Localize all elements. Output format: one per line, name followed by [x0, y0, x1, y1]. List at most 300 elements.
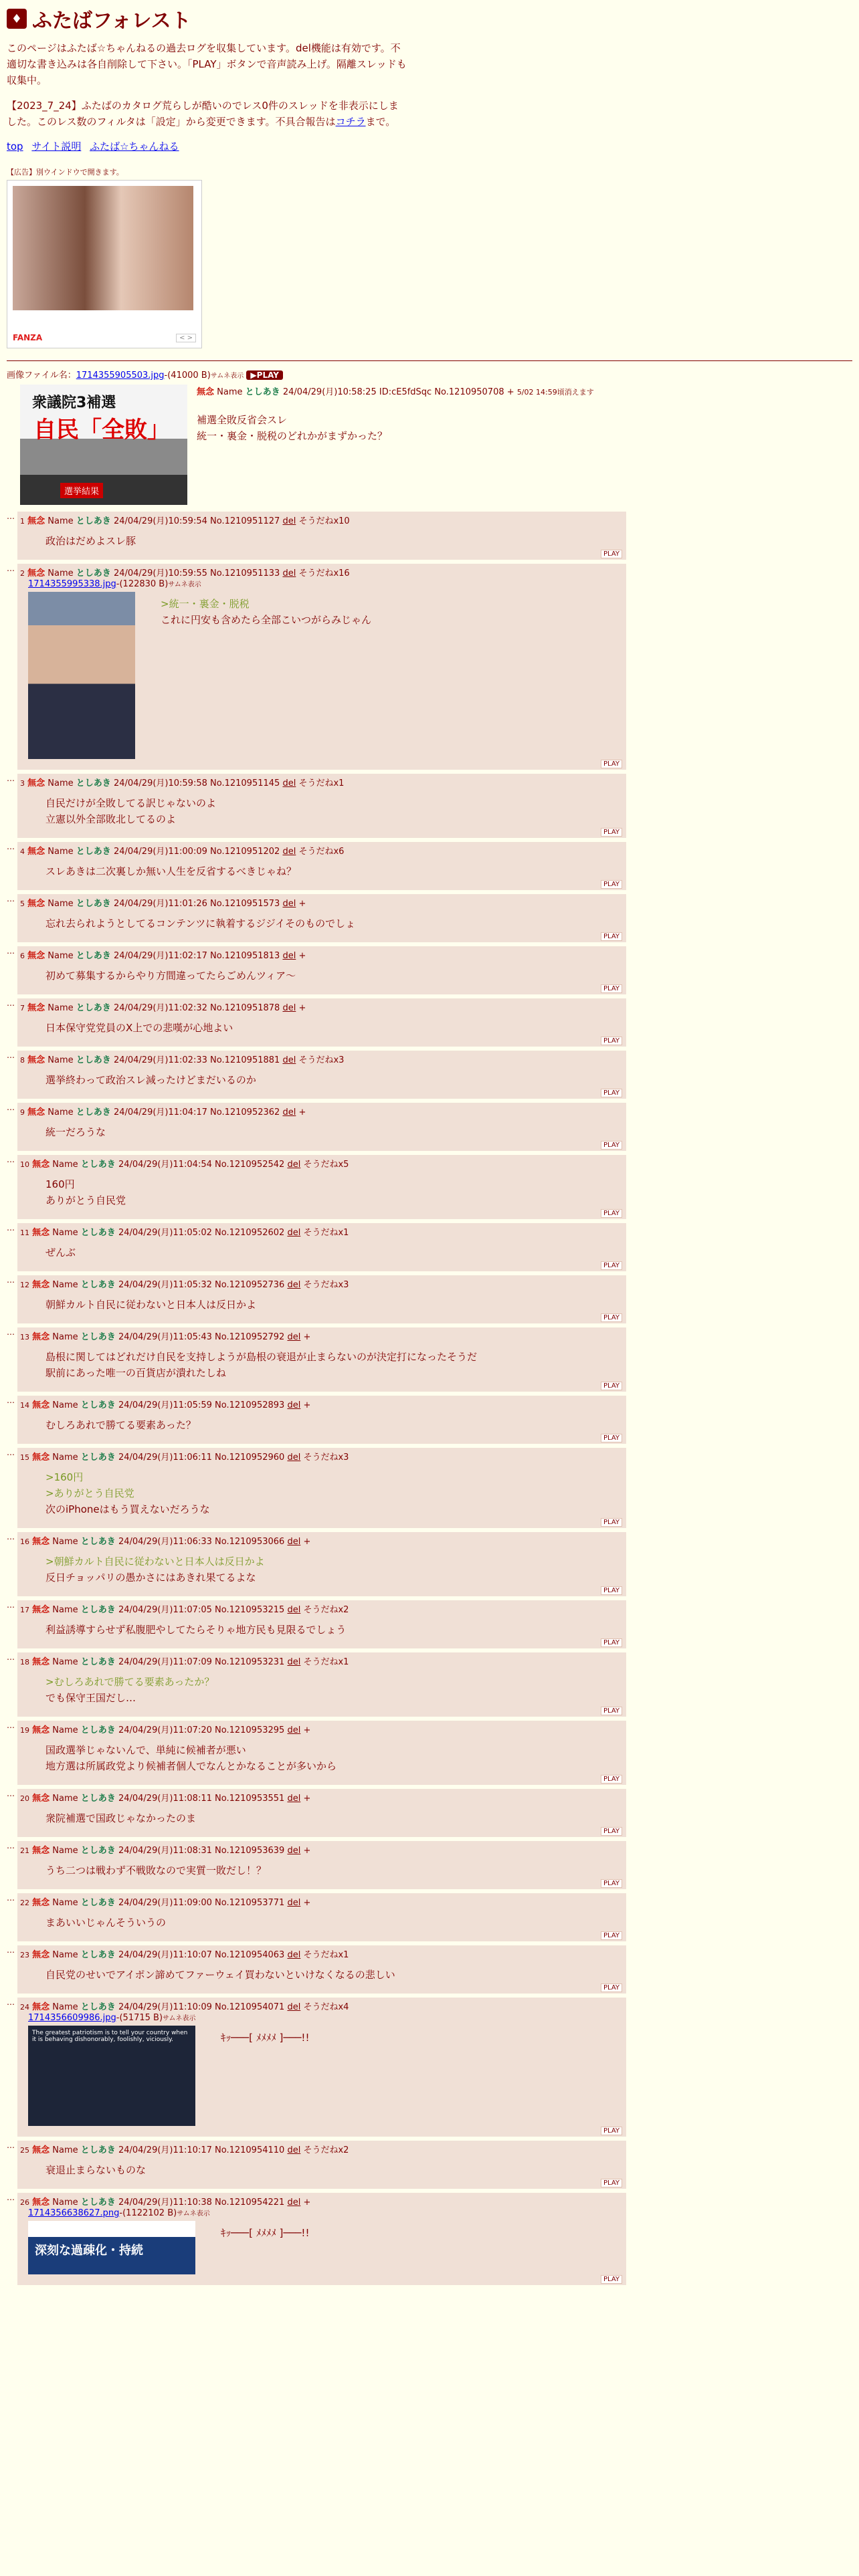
- play-button[interactable]: PLAY: [601, 1313, 622, 1322]
- reply-body: [45, 1967, 621, 1983]
- sodane-button[interactable]: +: [303, 1400, 311, 1410]
- reply-name: としあき: [80, 1280, 116, 1290]
- reply-file-row: [20, 2218, 621, 2274]
- del-link[interactable]: del: [282, 1003, 296, 1013]
- reply-name: としあき: [80, 1657, 116, 1667]
- reply-dots: …: [7, 1532, 15, 1541]
- reply-body: [161, 596, 371, 759]
- reply: [7, 1223, 852, 1271]
- reply-number: 5: [20, 899, 25, 908]
- reply-name-label: Name: [52, 1160, 78, 1170]
- reply-body-line: >むしろあれで勝てる要素あったか？: [45, 1676, 215, 1688]
- del-link[interactable]: del: [287, 1657, 301, 1667]
- reply-meta: [20, 1329, 621, 1342]
- op-post: [7, 385, 852, 505]
- reply-dots: …: [7, 842, 15, 851]
- op-file-info: -(41000 B): [164, 370, 211, 381]
- play-button[interactable]: PLAY: [601, 1261, 622, 1270]
- reply-meta-text: 24/04/29(月)11:10:09 No.1210954071: [118, 2002, 285, 2012]
- op-body-line: 補選全敗反省会スレ: [197, 414, 288, 426]
- reply-subject: 無念: [32, 1605, 50, 1615]
- reply-name: としあき: [80, 1537, 116, 1547]
- reply-name-label: Name: [52, 1537, 78, 1547]
- thumb-line3: 選挙結果: [60, 483, 103, 498]
- sodane-button[interactable]: そうだねx1: [303, 1657, 349, 1667]
- reply-body-line: >ありがとう自民党: [45, 1487, 134, 1499]
- del-link[interactable]: del: [282, 568, 296, 578]
- reply-box: [17, 998, 626, 1047]
- reply-meta-text: 24/04/29(月)11:08:11 No.1210953551: [118, 1794, 285, 1804]
- sodane-button[interactable]: +: [303, 1537, 311, 1547]
- reply-name-label: Name: [47, 899, 74, 909]
- reply-dots: …: [7, 894, 15, 903]
- reply-body: [45, 1020, 621, 1036]
- sodane-button[interactable]: そうだねx1: [298, 778, 345, 788]
- reply-name-label: Name: [52, 1950, 78, 1960]
- sodane-button[interactable]: +: [303, 1898, 311, 1908]
- reply-dots: …: [7, 2193, 15, 2202]
- reply-meta-text: 24/04/29(月)11:02:17 No.1210951813: [113, 951, 280, 961]
- reply-meta: [20, 896, 621, 909]
- reply-body: [45, 1245, 621, 1261]
- reply-body-line: 利益誘導すらせず私腹肥やしてたらそりゃ地方民も見限るでしょう: [45, 1624, 347, 1636]
- reply-body: [45, 1349, 621, 1381]
- reply-number: 23: [20, 1951, 29, 1959]
- reply-name-label: Name: [52, 2145, 78, 2155]
- del-link[interactable]: del: [287, 1846, 301, 1856]
- reply: [7, 1275, 852, 1323]
- reply-dots: …: [7, 1327, 15, 1337]
- play-button[interactable]: PLAY: [601, 1983, 622, 1992]
- reply-meta: [20, 1947, 621, 1960]
- del-link[interactable]: del: [287, 2145, 301, 2155]
- reply-dots: …: [7, 2141, 15, 2150]
- reply-body: [45, 863, 621, 879]
- reply: [7, 1327, 852, 1392]
- reply-name: としあき: [80, 1725, 116, 1735]
- reply-box: [17, 1448, 626, 1528]
- play-button[interactable]: PLAY: [601, 1141, 622, 1150]
- reply-box: [17, 1155, 626, 1219]
- reply-meta: [20, 1534, 621, 1547]
- reply-name: としあき: [76, 568, 111, 578]
- reply-meta: [20, 1895, 621, 1908]
- reply-subject: 無念: [32, 1160, 50, 1170]
- reply-body-line: ｷｯ───[ ﾒﾒﾒﾒ ]───!!: [221, 2227, 310, 2239]
- reply-file-info: -(51715 B): [116, 2013, 163, 2023]
- reply-body-line: 日本保守党党員のX上での悲嘆が心地よい: [45, 1022, 233, 1034]
- del-link[interactable]: del: [282, 778, 296, 788]
- del-link[interactable]: del: [287, 1725, 301, 1735]
- reply-name: としあき: [80, 1950, 116, 1960]
- play-button[interactable]: PLAY: [601, 1518, 622, 1527]
- thumb-note: サムネ表示: [177, 2210, 210, 2218]
- reply-dots: …: [7, 1893, 15, 1903]
- reply-name-label: Name: [52, 1725, 78, 1735]
- reply-list: [7, 512, 852, 2285]
- del-link[interactable]: del: [282, 847, 296, 857]
- intro-text: このページはふたば☆ちゃんねるの過去ログを収集しています。del機能は有効です。不適切な書き込みは各自削除して下さい。「PLAY」ボタンで音声読み上げ。隔離スレッドも収集中。: [7, 42, 407, 86]
- reply-number: 21: [20, 1846, 29, 1855]
- reply-meta: [20, 948, 621, 961]
- reply-body: [45, 1553, 621, 1586]
- del-link[interactable]: del: [282, 1107, 296, 1117]
- reply-meta-text: 24/04/29(月)11:05:32 No.1210952736: [118, 1280, 285, 1290]
- reply-number: 16: [20, 1537, 29, 1546]
- op-play-button[interactable]: ▶PLAY: [246, 370, 283, 380]
- reply-dots: …: [7, 1155, 15, 1164]
- reply-box: [17, 1841, 626, 1889]
- reply-body: [45, 533, 621, 549]
- reply-dots: …: [7, 564, 15, 573]
- reply-body-line: ｷｯ───[ ﾒﾒﾒﾒ ]───!!: [221, 2032, 310, 2044]
- divider: [7, 360, 852, 361]
- reply-subject: 無念: [32, 1794, 50, 1804]
- reply-meta: [20, 1157, 621, 1170]
- reply-meta: [20, 514, 621, 526]
- reply-subject: 無念: [32, 1453, 50, 1463]
- reply-name: としあき: [80, 1453, 116, 1463]
- reply-name: としあき: [76, 1107, 111, 1117]
- sodane-button[interactable]: +: [298, 1107, 306, 1117]
- play-button[interactable]: PLAY: [601, 1827, 622, 1836]
- ad-image[interactable]: [13, 186, 193, 310]
- del-link[interactable]: del: [282, 516, 296, 526]
- reply-body: [45, 1072, 621, 1088]
- reply-name-label: Name: [47, 951, 74, 961]
- reply-file-line: [28, 2012, 621, 2023]
- reply-meta-text: 24/04/29(月)11:01:26 No.1210951573: [113, 899, 280, 909]
- play-button[interactable]: PLAY: [601, 1089, 622, 1097]
- reply-meta: [20, 1225, 621, 1238]
- sodane-button[interactable]: +: [298, 951, 306, 961]
- play-button[interactable]: PLAY: [601, 2127, 622, 2135]
- sodane-button[interactable]: そうだねx1: [303, 1950, 349, 1960]
- reply-file-line: [28, 2208, 621, 2218]
- reply-subject: 無念: [27, 1003, 45, 1013]
- reply-body-line: うち二つは戦わず不戦敗なので実質一敗だし！？: [45, 1864, 267, 1876]
- reply-meta: [20, 2000, 621, 2012]
- play-button[interactable]: PLAY: [601, 1434, 622, 1442]
- reply-body: [45, 1176, 621, 1208]
- reply-thumbnail[interactable]: [28, 592, 135, 759]
- reply-body-line: スレあきは二次裏しか無い人生を反省するべきじゃね？: [45, 865, 297, 877]
- reply-body: [45, 1124, 621, 1140]
- reply-dots: …: [7, 1275, 15, 1285]
- sodane-button[interactable]: +: [303, 1794, 311, 1804]
- reply-body-line: >統一・裏金・脱税: [161, 598, 250, 610]
- reply-name-label: Name: [47, 778, 74, 788]
- reply-thumbnail[interactable]: 深刻な過疎化・持続: [28, 2221, 195, 2274]
- play-button[interactable]: PLAY: [601, 760, 622, 768]
- sodane-button[interactable]: +: [303, 2197, 311, 2208]
- reply-number: 2: [20, 569, 25, 578]
- reply-name: としあき: [80, 1898, 116, 1908]
- reply: [7, 894, 852, 942]
- reply-meta: [20, 1053, 621, 1065]
- reply-subject: 無念: [32, 1657, 50, 1667]
- reply-file-row: [20, 589, 621, 759]
- reply-box: [17, 894, 626, 942]
- sodane-button[interactable]: そうだねx3: [303, 1280, 349, 1290]
- reply-name-label: Name: [52, 1657, 78, 1667]
- reply-name: としあき: [76, 1055, 111, 1065]
- reply: [7, 1789, 852, 1837]
- reply-body: [45, 1297, 621, 1313]
- ad-nav-buttons[interactable]: < >: [176, 334, 196, 342]
- reply-meta-text: 24/04/29(月)11:08:31 No.1210953639: [118, 1846, 285, 1856]
- reply-box: [17, 946, 626, 994]
- reply-name-label: Name: [52, 1400, 78, 1410]
- link-top[interactable]: top: [7, 140, 23, 152]
- reply-name-label: Name: [47, 847, 74, 857]
- sodane-button[interactable]: +: [298, 899, 306, 909]
- reply-subject: 無念: [27, 847, 45, 857]
- reply-meta: [20, 1398, 621, 1410]
- reply-meta: [20, 1791, 621, 1804]
- reply-number: 18: [20, 1658, 29, 1667]
- play-button[interactable]: PLAY: [601, 1931, 622, 1940]
- reply-box: [17, 1223, 626, 1271]
- op-name: としあき: [245, 387, 280, 397]
- del-link[interactable]: del: [287, 1605, 301, 1615]
- reply-number: 19: [20, 1726, 29, 1735]
- reply-file-info: -(122830 B): [116, 579, 169, 589]
- reply-number: 7: [20, 1004, 25, 1012]
- sodane-button[interactable]: そうだねx1: [303, 1228, 349, 1238]
- reply-body-line: 衰退止まらないものな: [45, 2164, 147, 2176]
- del-link[interactable]: del: [287, 1160, 301, 1170]
- thread-file-line: [7, 368, 852, 381]
- reply-meta-text: 24/04/29(月)10:59:54 No.1210951127: [113, 516, 280, 526]
- reply-meta-text: 24/04/29(月)11:06:33 No.1210953066: [118, 1537, 285, 1547]
- del-link[interactable]: del: [287, 1794, 301, 1804]
- sodane-button[interactable]: そうだねx4: [303, 2002, 349, 2012]
- reply-meta-text: 24/04/29(月)11:07:20 No.1210953295: [118, 1725, 285, 1735]
- reply-name: としあき: [80, 1846, 116, 1856]
- reply-subject: 無念: [32, 1537, 50, 1547]
- reply-body-line: 朝鮮カルト自民に従わないと日本人は反日かよ: [45, 1299, 257, 1311]
- del-link[interactable]: del: [282, 1055, 296, 1065]
- play-button[interactable]: PLAY: [601, 1037, 622, 1045]
- reply-body-line: 自民だけが全敗してる訳じゃないのよ: [45, 797, 217, 809]
- reply-dots: …: [7, 1721, 15, 1730]
- del-link[interactable]: del: [287, 2002, 301, 2012]
- reply-name: としあき: [80, 1605, 116, 1615]
- reply-body-line: 政治はだめよスレ豚: [45, 535, 136, 547]
- reply-subject: 無念: [27, 1107, 45, 1117]
- sodane-button[interactable]: +: [303, 1332, 311, 1342]
- reply-number: 6: [20, 952, 25, 960]
- reply-number: 24: [20, 2003, 29, 2012]
- reply-meta-text: 24/04/29(月)11:05:59 No.1210952893: [118, 1400, 285, 1410]
- play-button[interactable]: PLAY: [601, 1707, 622, 1715]
- reply-body-line: 自民党のせいでアイポン諦めてファーウェイ買わないといけなくなるの悲しい: [45, 1969, 395, 1981]
- reply-number: 25: [20, 2146, 29, 2155]
- reply-meta: [20, 1000, 621, 1013]
- play-button[interactable]: PLAY: [601, 2275, 622, 2284]
- reply-name-label: Name: [52, 1846, 78, 1856]
- op-sodane-button[interactable]: +: [506, 387, 514, 397]
- play-button[interactable]: PLAY: [601, 828, 622, 837]
- reply-box: [17, 2141, 626, 2189]
- del-link[interactable]: del: [287, 1228, 301, 1238]
- ad-banner[interactable]: [7, 180, 202, 348]
- sodane-button[interactable]: そうだねx10: [298, 516, 350, 526]
- reply-meta: [20, 1450, 621, 1463]
- reply-meta-text: 24/04/29(月)11:04:54 No.1210952542: [118, 1160, 285, 1170]
- reply-name: としあき: [76, 899, 111, 909]
- reply-number: 22: [20, 1899, 29, 1907]
- reply-body: [45, 1674, 621, 1706]
- op-expire: 5/02 14:59頃消えます: [516, 388, 594, 397]
- play-button[interactable]: PLAY: [601, 1586, 622, 1595]
- del-link[interactable]: del: [282, 951, 296, 961]
- reply-file-link[interactable]: 1714356638627.png: [28, 2208, 120, 2218]
- del-link[interactable]: del: [282, 899, 296, 909]
- play-button[interactable]: PLAY: [601, 932, 622, 941]
- reply-name-label: Name: [52, 1453, 78, 1463]
- thumb-note: サムネ表示: [168, 581, 201, 588]
- op-meta: [197, 385, 594, 397]
- play-button[interactable]: PLAY: [601, 880, 622, 889]
- play-button[interactable]: PLAY: [601, 1879, 622, 1888]
- play-button[interactable]: PLAY: [601, 1638, 622, 1647]
- ad-label: 【広告】別ウインドウで開きます。: [7, 168, 124, 177]
- sodane-button[interactable]: そうだねx2: [303, 1605, 349, 1615]
- del-link[interactable]: del: [287, 1280, 301, 1290]
- reply-name-label: Name: [52, 1280, 78, 1290]
- reply-box: [17, 1652, 626, 1717]
- sodane-button[interactable]: +: [303, 1725, 311, 1735]
- reply-meta: [20, 2195, 621, 2208]
- reply: [7, 774, 852, 838]
- reply-name-label: Name: [52, 1898, 78, 1908]
- notice-link[interactable]: コチラ: [335, 116, 366, 128]
- reply-body-line: 次のiPhoneはもう買えないだろうな: [45, 1503, 210, 1515]
- play-button[interactable]: PLAY: [601, 1775, 622, 1784]
- reply-body-line: >朝鮮カルト自民に従わないと日本人は反日かよ: [45, 1555, 265, 1568]
- reply-body-line: 駅前にあった唯一の百貨店が潰れたしね: [45, 1367, 226, 1379]
- reply: [7, 1652, 852, 1717]
- reply-name: としあき: [80, 1228, 116, 1238]
- sodane-button[interactable]: そうだねx6: [298, 847, 345, 857]
- reply-number: 14: [20, 1401, 29, 1410]
- thumb-note: サムネ表示: [210, 372, 244, 380]
- reply-name: としあき: [76, 778, 111, 788]
- play-button[interactable]: PLAY: [601, 984, 622, 993]
- reply-name: としあき: [80, 1160, 116, 1170]
- reply-body-line: むしろあれで勝てる要素あった？: [45, 1419, 196, 1431]
- reply-name: としあき: [80, 1332, 116, 1342]
- sodane-button[interactable]: +: [303, 1846, 311, 1856]
- reply-body-line: でも保守王国だし…: [45, 1692, 136, 1704]
- reply-body-line: 国政選挙じゃないんで、単純に候補者が悪い: [45, 1744, 246, 1756]
- reply-meta: [20, 844, 621, 857]
- reply-meta-text: 24/04/29(月)11:04:17 No.1210952362: [113, 1107, 280, 1117]
- play-button[interactable]: PLAY: [601, 550, 622, 558]
- reply-box: [17, 1532, 626, 1596]
- reply-meta-text: 24/04/29(月)11:05:43 No.1210952792: [118, 1332, 285, 1342]
- reply-meta-text: 24/04/29(月)11:10:17 No.1210954110: [118, 2145, 285, 2155]
- reply-body: [45, 1622, 621, 1638]
- reply-meta: [20, 1602, 621, 1615]
- reply-body: [45, 795, 621, 827]
- del-link[interactable]: del: [287, 1537, 301, 1547]
- reply-subject: 無念: [27, 568, 45, 578]
- reply-dots: …: [7, 1051, 15, 1060]
- reply-name: としあき: [80, 1794, 116, 1804]
- sodane-button[interactable]: そうだねx3: [298, 1055, 345, 1065]
- reply: [7, 1532, 852, 1596]
- del-link[interactable]: del: [287, 1898, 301, 1908]
- reply-box: [17, 774, 626, 838]
- reply-meta: [20, 776, 621, 788]
- op-file-link[interactable]: 1714355905503.jpg: [76, 370, 165, 381]
- reply-name: としあき: [80, 2002, 116, 2012]
- reply-number: 4: [20, 847, 25, 856]
- file-label: 画像ファイル名：: [7, 370, 76, 381]
- reply-body: [45, 1742, 621, 1774]
- reply-subject: 無念: [32, 2145, 50, 2155]
- op-body: [197, 412, 594, 444]
- del-link[interactable]: del: [287, 1400, 301, 1410]
- reply-meta: [20, 1105, 621, 1117]
- reply-meta-text: 24/04/29(月)11:00:09 No.1210951202: [113, 847, 280, 857]
- play-button[interactable]: PLAY: [601, 2179, 622, 2187]
- del-link[interactable]: del: [287, 1453, 301, 1463]
- play-button[interactable]: PLAY: [601, 1209, 622, 1218]
- del-link[interactable]: del: [287, 1950, 301, 1960]
- reply-box: [17, 1051, 626, 1099]
- link-futaba[interactable]: ふたば☆ちゃんねる: [90, 140, 179, 152]
- reply-box: [17, 512, 626, 560]
- reply-body-line: 地方選は所属政党より候補者個人でなんとかなることが多いから: [45, 1760, 337, 1772]
- top-links: [7, 139, 852, 153]
- reply-subject: 無念: [32, 1898, 50, 1908]
- reply: [7, 1448, 852, 1528]
- link-site-info[interactable]: サイト説明: [31, 140, 82, 152]
- reply-file-link[interactable]: 1714355995338.jpg: [28, 579, 116, 589]
- sodane-button[interactable]: そうだねx2: [303, 2145, 349, 2155]
- reply-meta-text: 24/04/29(月)11:02:32 No.1210951878: [113, 1003, 280, 1013]
- reply-file-info: -(1122102 B): [119, 2208, 177, 2218]
- reply-body-line: >160円: [45, 1471, 84, 1483]
- reply-body-line: 選挙終わって政治スレ減ったけどまだいるのか: [45, 1074, 256, 1086]
- reply-subject: 無念: [27, 951, 45, 961]
- reply-number: 3: [20, 779, 25, 788]
- sodane-button[interactable]: そうだねx5: [303, 1160, 349, 1170]
- reply-body-line: 160円: [45, 1178, 75, 1190]
- op-thumbnail[interactable]: [20, 385, 187, 505]
- reply-file-link[interactable]: 1714356609986.jpg: [28, 2013, 116, 2023]
- del-link[interactable]: del: [287, 1332, 301, 1342]
- reply-number: 26: [20, 2198, 29, 2207]
- sodane-button[interactable]: そうだねx3: [303, 1453, 349, 1463]
- reply-thumbnail[interactable]: The greatest patriotism is to tell your country when it is behaving dishonorably, foolishly, viciously.: [28, 2026, 195, 2126]
- sodane-button[interactable]: そうだねx16: [298, 568, 350, 578]
- reply-meta-text: 24/04/29(月)11:06:11 No.1210952960: [118, 1453, 285, 1463]
- reply-name: としあき: [80, 2197, 116, 2208]
- reply-dots: …: [7, 1396, 15, 1405]
- play-button[interactable]: PLAY: [601, 1382, 622, 1390]
- sodane-button[interactable]: +: [298, 1003, 306, 1013]
- reply-meta-text: 24/04/29(月)11:07:05 No.1210953215: [118, 1605, 285, 1615]
- reply-body: [221, 2030, 309, 2126]
- del-link[interactable]: del: [287, 2197, 301, 2208]
- site-header: [7, 4, 852, 33]
- reply-file-row: [20, 2023, 621, 2126]
